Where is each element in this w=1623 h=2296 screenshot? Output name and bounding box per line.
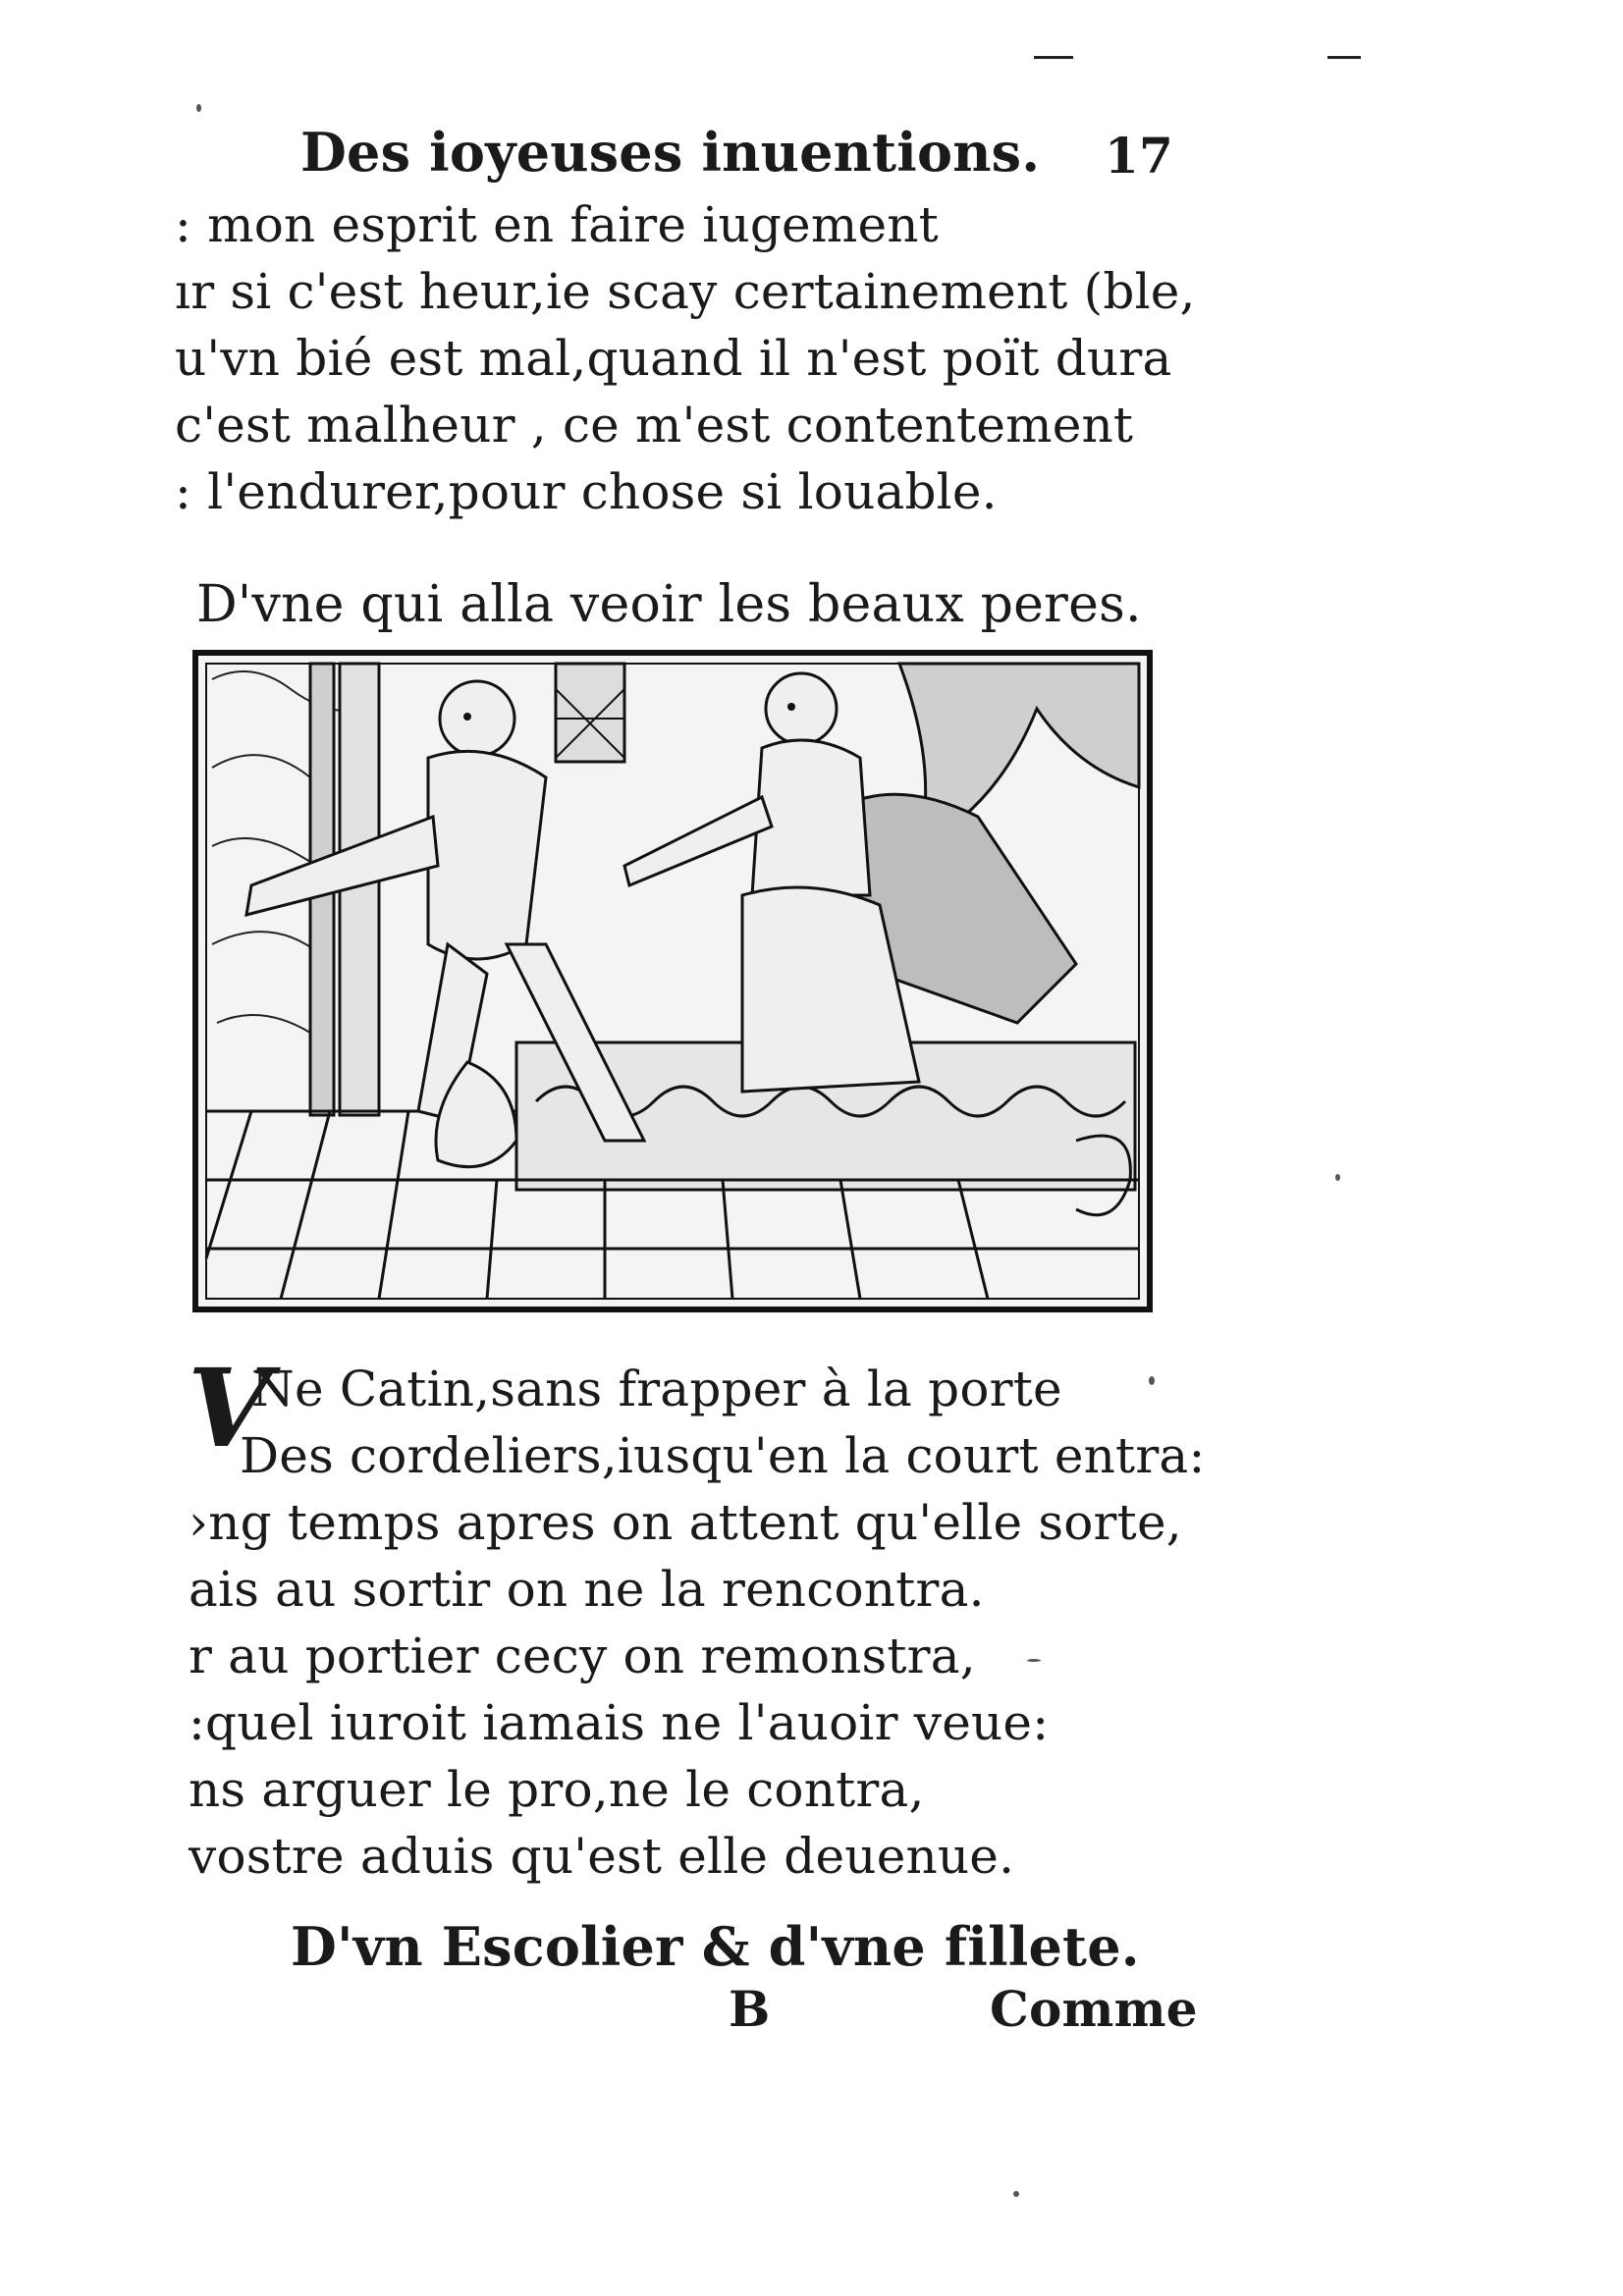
- drop-initial: V: [173, 1345, 285, 1471]
- verse-line: ›ng temps apres on attent qu'elle sorte,: [189, 1494, 1182, 1551]
- verse-line: : mon esprit en faire iugement: [175, 196, 939, 253]
- ink-speck: [1335, 1174, 1340, 1181]
- top-rule-right: [1327, 56, 1361, 59]
- next-heading: D'vn Escolier & d'vne fillete.: [291, 1915, 1140, 1978]
- verse-line: ais au sortir on ne la rencontra.: [189, 1561, 985, 1618]
- verse-line: vostre aduis qu'est elle deuenue.: [189, 1828, 1015, 1885]
- verse-line: : l'endurer,pour chose si louable.: [175, 463, 998, 520]
- verse-line: Ne Catin,sans frapper à la porte: [251, 1361, 1062, 1417]
- woodcut-illustration-icon: [192, 650, 1153, 1312]
- section-heading: D'vne qui alla veoir les beaux peres.: [196, 575, 1142, 634]
- signature-mark: B: [729, 1980, 771, 2038]
- page-number: 17: [1105, 127, 1173, 185]
- catchword: Comme: [990, 1980, 1198, 2038]
- top-rule-left: [1034, 56, 1073, 59]
- verse-line: :quel iuroit iamais ne l'auoir veue:: [189, 1694, 1050, 1751]
- running-title: Des ioyeuses inuentions.: [300, 121, 1041, 184]
- verse-line: u'vn bié est mal,quand il n'est poït dura: [175, 330, 1172, 387]
- ink-speck: [1013, 2191, 1019, 2197]
- ink-speck: [1027, 1659, 1041, 1662]
- verse-line: Des cordeliers,iusqu'en la court entra:: [240, 1427, 1206, 1484]
- verse-line: ns arguer le pro,ne le contra,: [189, 1761, 925, 1818]
- verse-line: ır si c'est heur,ie scay certainement (ble,: [175, 263, 1196, 320]
- ink-speck: [1149, 1376, 1155, 1385]
- verse-line: c'est malheur , ce m'est contentement: [175, 397, 1134, 454]
- ink-speck: [196, 104, 201, 112]
- verse-line: r au portier cecy on remonstra,: [189, 1628, 976, 1684]
